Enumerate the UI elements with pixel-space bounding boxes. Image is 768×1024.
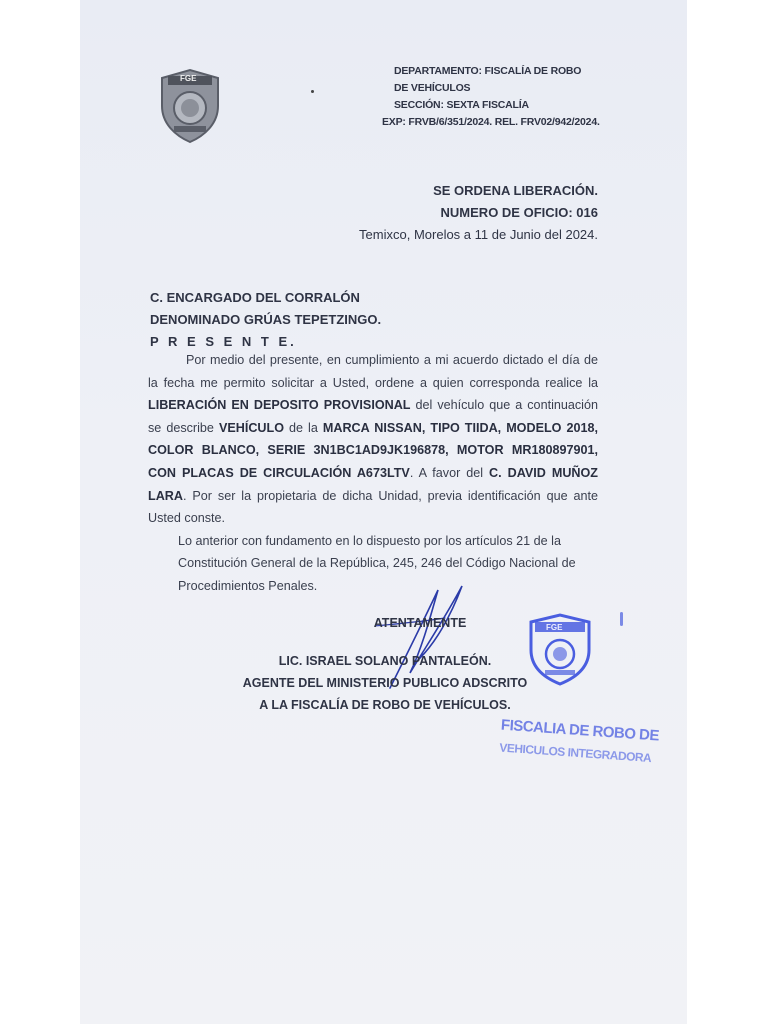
signature-block [240, 612, 530, 716]
addressee-line1: C. ENCARGADO DEL CORRALÓN [150, 290, 360, 305]
p1-bold-owner: C. DAVID MUÑOZ LARA [148, 465, 598, 503]
p1-text-g: . A favor del [409, 465, 490, 480]
signer-role2: A LA FISCALÍA DE ROBO DE VEHÍCULOS. [259, 698, 511, 712]
signer-role: AGENTE DEL MINISTERIO PUBLICO ADSCRITO [242, 676, 528, 690]
ink-dot [311, 90, 314, 93]
paragraph-2: Lo anterior con fundamento en lo dispuesto por los artículos 21 de la Constitución General de la República, 245, 246 del Código Nacional de Procedimientos Penales. [178, 533, 576, 593]
ink-mark [620, 612, 623, 626]
letter-body [148, 349, 598, 598]
oficio-number: NUMERO DE OFICIO: 016 [440, 205, 598, 220]
p1-bold-vehicle-details: MARCA NISSAN, TIPO TIIDA, MODELO 2018, COLOR BLANCO, SERIE 3N1BC1AD9JK196878, MOTOR MR180897901, CON PLACAS DE CIRCULACIÓN A673LTV [148, 420, 598, 480]
place-date: Temixco, Morelos a 11 de Junio del 2024. [359, 227, 598, 242]
logo-acronym: FGE [180, 74, 197, 83]
header-block [382, 63, 600, 131]
closing: ATENTAMENTE [373, 616, 467, 630]
stamp-line2: VEHICULOS INTEGRADORA [498, 740, 652, 766]
p1-text-i: . Por ser la propietaria de dicha Unidad, previa identificación que ante Usted conste. [148, 488, 598, 526]
paragraph-1 [148, 349, 598, 530]
stamp-line1: FISCALIA DE ROBO DE [500, 716, 660, 745]
signer-name: LIC. ISRAEL SOLANO PANTALEÓN. [278, 654, 492, 668]
expediente: EXP: FRVB/6/351/2024. REL. FRV02/942/2024. [382, 116, 600, 128]
addressee-line2: DENOMINADO GRÚAS TEPETZINGO. [150, 312, 382, 327]
seal-acronym: FGE [546, 623, 563, 632]
p1-text-c: del vehículo que a continuación se describe [148, 398, 598, 435]
addressee-block [150, 287, 381, 353]
order-title: SE ORDENA LIBERACIÓN. [433, 183, 598, 198]
department: DEPARTAMENTO: FISCALÍA DE ROBO [394, 65, 582, 77]
p1-text-e: de la [284, 420, 323, 435]
addressee-line3: P R E S E N T E. [150, 334, 297, 349]
p1-bold-liberacion: LIBERACIÓN EN DEPOSITO PROVISIONAL [148, 398, 411, 413]
section: SECCIÓN: SEXTA FISCALÍA [394, 99, 529, 111]
order-block [359, 180, 598, 246]
department-cont: DE VEHÍCULOS [394, 82, 471, 94]
p1-text-a: Por medio del presente, en cumplimiento a mi acuerdo dictado el día de la fecha me permito solicitar a Usted, ordene a quien corresponda realice la [148, 353, 598, 390]
p1-bold-vehiculo: VEHÍCULO [218, 420, 285, 435]
